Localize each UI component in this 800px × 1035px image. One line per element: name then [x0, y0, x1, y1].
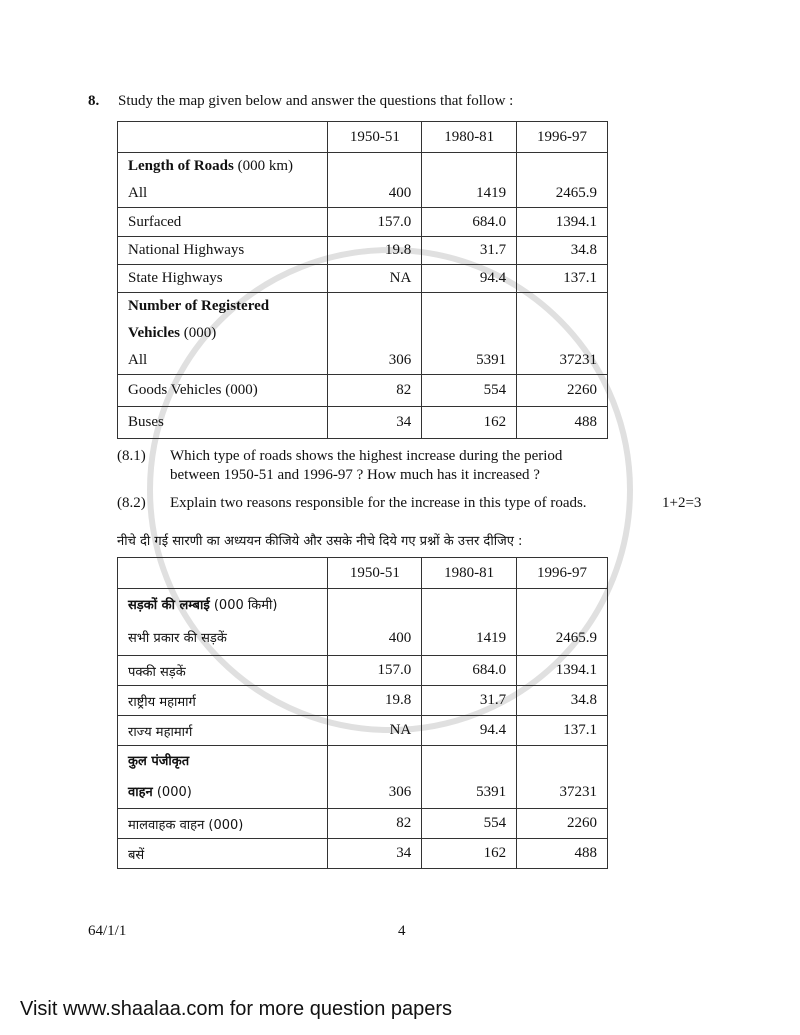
- cell: NA: [328, 716, 422, 746]
- table-row: [118, 686, 608, 716]
- row-label: State Highways: [118, 265, 328, 293]
- table-row: [118, 746, 608, 809]
- cell: NA: [328, 265, 422, 293]
- cell: 34: [328, 839, 422, 869]
- row-label: राष्ट्रीय महामार्ग: [118, 686, 328, 716]
- unit: (000): [156, 785, 192, 800]
- section-heading: Length of Roads: [128, 158, 234, 174]
- table-row: [118, 589, 608, 656]
- section-heading: सड़कों की लम्बाई: [128, 598, 210, 613]
- cell: 2260: [517, 375, 608, 407]
- cell: 1419: [422, 589, 517, 656]
- cell: 684.0: [422, 656, 517, 686]
- question-prompt: Study the map given below and answer the questions that follow :: [118, 93, 514, 109]
- subquestion-8-1-line2: between 1950-51 and 1996-97 ? How much has it increased ?: [170, 467, 540, 483]
- cell: 157.0: [328, 656, 422, 686]
- row-label: Goods Vehicles (000): [118, 375, 328, 407]
- cell: 1394.1: [517, 208, 608, 237]
- cell: 2260: [517, 809, 608, 839]
- unit: (000 km): [237, 158, 294, 174]
- roads-table-english: [117, 121, 608, 439]
- section-heading: Vehicles: [128, 325, 180, 341]
- section-heading: वाहन: [128, 785, 153, 800]
- cell: 37231: [517, 746, 608, 809]
- page-number: 4: [398, 923, 406, 939]
- row-label: मालवाहक वाहन (000): [118, 809, 328, 839]
- row-label: All: [128, 352, 148, 368]
- column-header: 1980-81: [422, 558, 517, 589]
- column-header: 1980-81: [422, 122, 517, 153]
- section-heading: Number of Registered: [128, 298, 270, 314]
- cell: 488: [517, 839, 608, 869]
- cell: 2465.9: [517, 153, 608, 208]
- marks: 1+2=3: [662, 495, 702, 511]
- section-heading: कुल पंजीकृत: [128, 754, 190, 769]
- cell: 37231: [517, 293, 608, 375]
- cell: 1419: [422, 153, 517, 208]
- cell: 94.4: [422, 716, 517, 746]
- cell: 157.0: [328, 208, 422, 237]
- column-header: 1950-51: [328, 558, 422, 589]
- subquestion-8-2: Explain two reasons responsible for the increase in this type of roads.: [170, 495, 587, 511]
- cell: 306: [328, 746, 422, 809]
- cell: 554: [422, 809, 517, 839]
- row-label: All: [128, 185, 148, 201]
- column-header: 1950-51: [328, 122, 422, 153]
- subquestion-8-1-line1: Which type of roads shows the highest increase during the period: [170, 448, 563, 464]
- table-row: [118, 716, 608, 746]
- row-label: राज्य महामार्ग: [118, 716, 328, 746]
- subquestion-number: (8.1): [117, 448, 146, 464]
- table-row: [118, 293, 608, 375]
- cell: 554: [422, 375, 517, 407]
- row-label: National Highways: [118, 237, 328, 265]
- table-row: [118, 375, 608, 407]
- cell: 19.8: [328, 237, 422, 265]
- row-label: सभी प्रकार की सड़कें: [128, 631, 227, 646]
- row-label: Buses: [118, 407, 328, 439]
- row-label: Surfaced: [118, 208, 328, 237]
- column-header: 1996-97: [517, 558, 608, 589]
- table-row: [118, 809, 608, 839]
- cell: 137.1: [517, 716, 608, 746]
- cell: 400: [328, 153, 422, 208]
- footer-visit-link[interactable]: Visit www.shaalaa.com for more question papers: [20, 998, 453, 1020]
- cell: 31.7: [422, 237, 517, 265]
- row-label: पक्की सड़कें: [118, 656, 328, 686]
- table-row: [118, 407, 608, 439]
- unit: (000 किमी): [213, 598, 278, 613]
- cell: 31.7: [422, 686, 517, 716]
- cell: 1394.1: [517, 656, 608, 686]
- cell: 137.1: [517, 265, 608, 293]
- cell: 2465.9: [517, 589, 608, 656]
- cell: 34: [328, 407, 422, 439]
- cell: 94.4: [422, 265, 517, 293]
- cell: 5391: [422, 293, 517, 375]
- column-header: 1996-97: [517, 122, 608, 153]
- table-row: [118, 839, 608, 869]
- cell: 400: [328, 589, 422, 656]
- paper-code: 64/1/1: [88, 923, 127, 939]
- cell: 488: [517, 407, 608, 439]
- hindi-prompt: नीचे दी गई सारणी का अध्ययन कीजिये और उसके नीचे दिये गए प्रश्नों के उत्तर दीजिए :: [117, 534, 523, 549]
- cell: 162: [422, 839, 517, 869]
- cell: 306: [328, 293, 422, 375]
- table-row: [118, 237, 608, 265]
- cell: 82: [328, 809, 422, 839]
- cell: 162: [422, 407, 517, 439]
- cell: 34.8: [517, 237, 608, 265]
- cell: 19.8: [328, 686, 422, 716]
- table-row: [118, 153, 608, 208]
- cell: 5391: [422, 746, 517, 809]
- question-number: 8.: [88, 93, 100, 109]
- cell: 34.8: [517, 686, 608, 716]
- table-row: [118, 656, 608, 686]
- row-label: बसें: [118, 839, 328, 869]
- roads-table-hindi: [117, 557, 608, 869]
- cell: 684.0: [422, 208, 517, 237]
- table-row: [118, 208, 608, 237]
- table-row: [118, 265, 608, 293]
- cell: 82: [328, 375, 422, 407]
- subquestion-number: (8.2): [117, 495, 146, 511]
- unit: (000): [183, 325, 217, 341]
